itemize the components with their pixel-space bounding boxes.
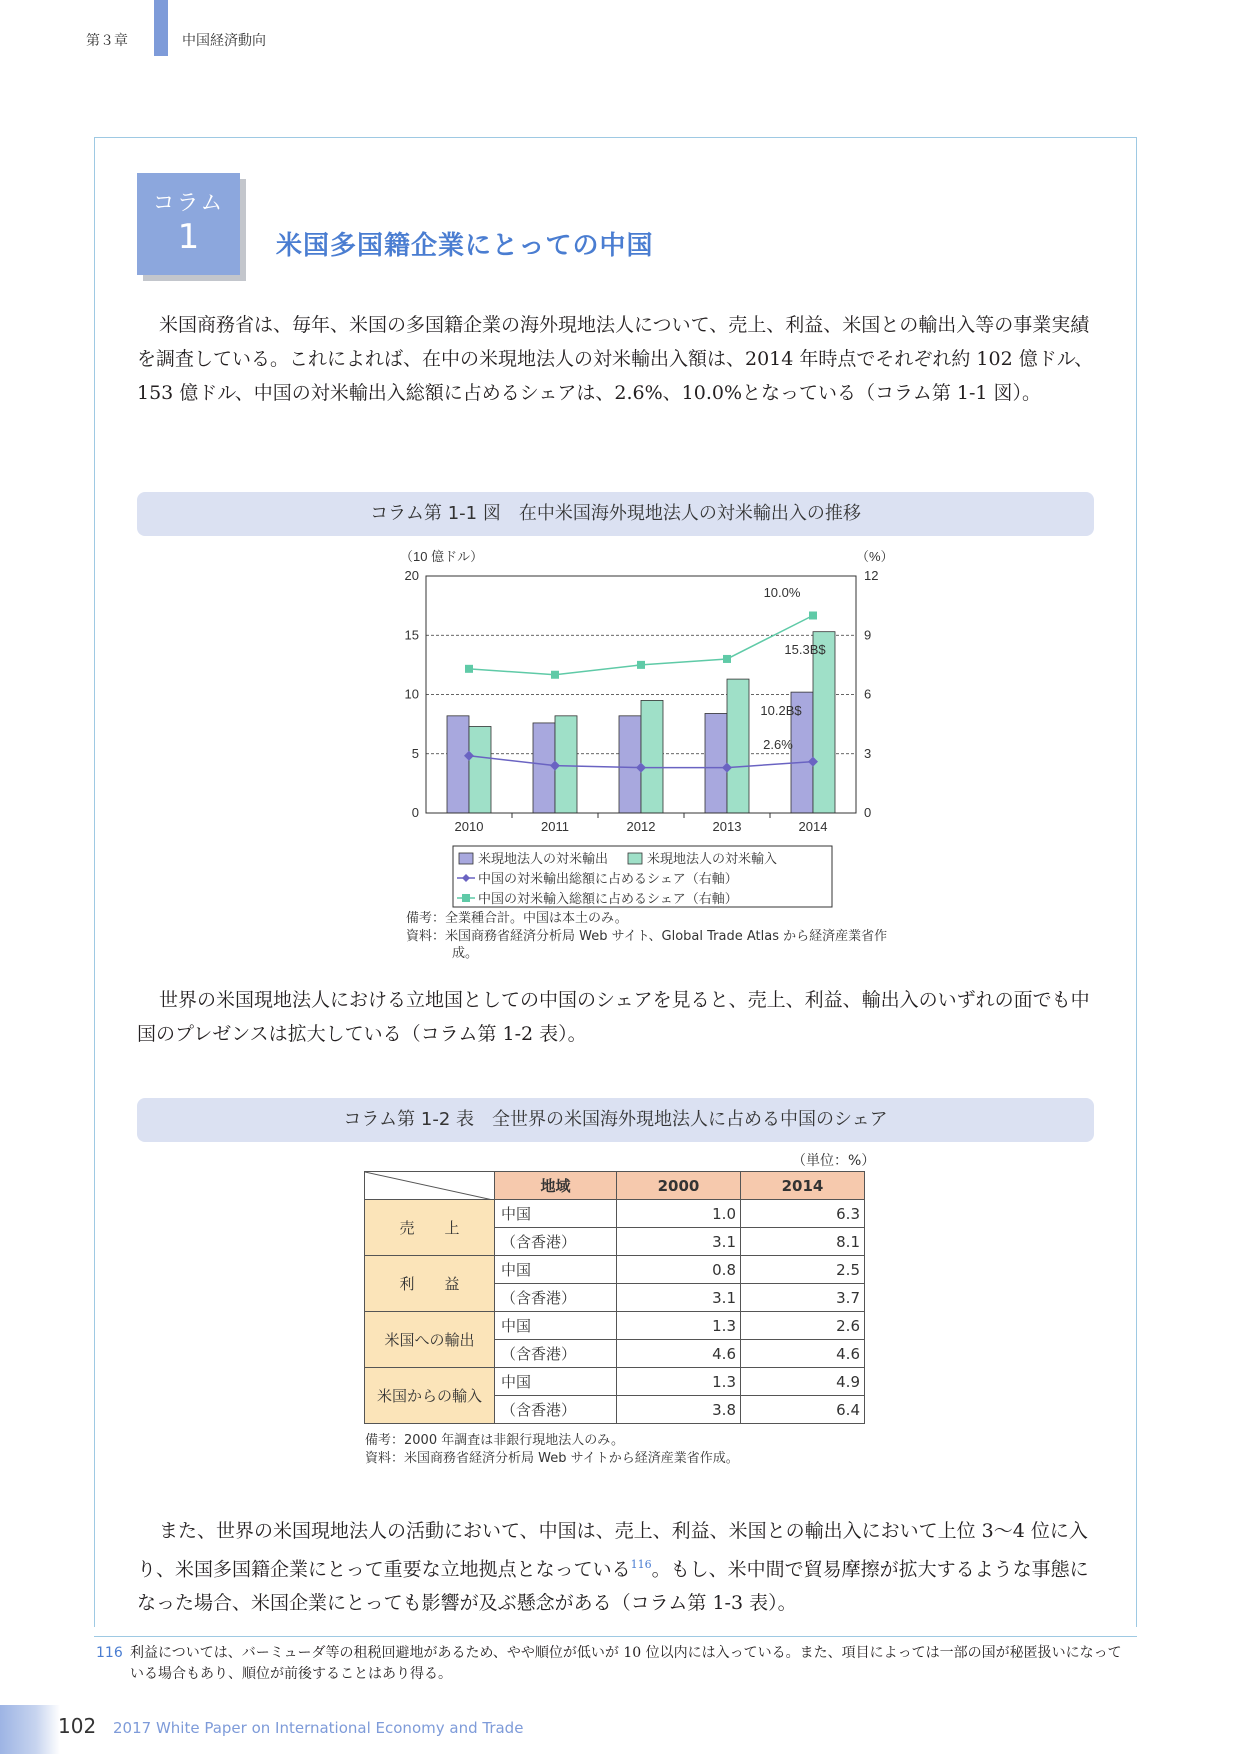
x-tick-label: 2012 (626, 819, 656, 834)
value-2014: 8.1 (741, 1228, 865, 1256)
category-sales: 売 上 (365, 1200, 495, 1256)
legend (453, 846, 832, 907)
legend-label-import: 米現地法人の対米輸入 (647, 851, 778, 866)
region-cell: 中国 (495, 1312, 617, 1340)
table-row (365, 1200, 865, 1228)
category-profit: 利 益 (365, 1256, 495, 1312)
legend-swatch-import (628, 853, 642, 864)
right-axis-unit: （%） (856, 549, 894, 564)
footnote-number: 116 (96, 1645, 123, 1661)
category-exports: 米国への輸出 (365, 1312, 495, 1368)
figure-caption: コラム第 1-1 図 在中米国海外現地法人の対米輸出入の推移 (137, 492, 1094, 536)
header-2000: 2000 (617, 1172, 741, 1200)
trade-chart (400, 545, 900, 910)
right-tick-label: 0 (864, 805, 872, 820)
paragraph-2: 世界の米国現地法人における立地国としての中国のシェアを見ると、売上、利益、輸出入のいずれの面でも中国のプレゼンスは拡大している（コラム第 1-2 表）。 (137, 989, 1090, 1045)
table-source: 資料：米国商務省経済分析局 Web サイトから経済産業省作成。 (365, 1451, 739, 1466)
chapter-title: 中国経済動向 (182, 33, 266, 49)
value-2000: 4.6 (617, 1340, 741, 1368)
footnote-rule (94, 1636, 1137, 1637)
region-cell: 中国 (495, 1368, 617, 1396)
region-cell: （含香港） (495, 1340, 617, 1368)
bar-import (727, 679, 749, 813)
chapter-label: 第３章 (86, 33, 128, 49)
table-row (365, 1368, 865, 1396)
right-tick-label: 6 (864, 686, 872, 702)
table-row (365, 1312, 865, 1340)
value-2014: 6.4 (741, 1396, 865, 1424)
x-tick-label: 2013 (712, 819, 742, 834)
left-tick-label: 10 (404, 686, 419, 702)
point-import-share (723, 655, 731, 663)
value-2014: 2.6 (741, 1312, 865, 1340)
left-tick-label: 5 (411, 745, 419, 761)
region-cell: 中国 (495, 1200, 617, 1228)
value-2014: 3.7 (741, 1284, 865, 1312)
value-2014: 2.5 (741, 1256, 865, 1284)
x-tick-label: 2014 (798, 819, 828, 834)
annotation-export-share: 2.6% (763, 737, 793, 752)
region-cell: （含香港） (495, 1228, 617, 1256)
page-number: 102 (58, 1714, 97, 1738)
header-2014: 2014 (741, 1172, 865, 1200)
annotation-import-value: 15.3B$ (784, 642, 826, 657)
table-unit: （単位：%） (792, 1153, 876, 1169)
region-cell: 中国 (495, 1256, 617, 1284)
legend-label-import-share: 中国の対米輸入総額に占めるシェア（右軸） (478, 891, 738, 906)
value-2014: 6.3 (741, 1200, 865, 1228)
value-2000: 1.3 (617, 1312, 741, 1340)
right-tick-label: 3 (864, 745, 872, 761)
column-badge-number: 1 (177, 217, 200, 257)
paragraph-3 (137, 1514, 1095, 1620)
left-tick-label: 15 (404, 627, 419, 643)
right-tick-label: 12 (864, 568, 879, 583)
legend-swatch-export (459, 853, 473, 864)
footer-accent (0, 1705, 60, 1754)
region-cell: （含香港） (495, 1284, 617, 1312)
left-axis-unit: （10 億ドル） (400, 549, 484, 564)
bars (447, 632, 835, 813)
table-header-row (365, 1172, 865, 1200)
column-badge-label: コラム (152, 191, 225, 216)
column-title: 米国多国籍企業にとっての中国 (276, 231, 654, 261)
table-corner-cell (365, 1172, 495, 1200)
value-2000: 1.0 (617, 1200, 741, 1228)
bar-export (447, 716, 469, 813)
header-accent-bar (154, 0, 168, 56)
value-2000: 3.1 (617, 1284, 741, 1312)
publication-title: 2017 White Paper on International Economy and Trade (113, 1719, 524, 1737)
point-import-share (809, 612, 817, 620)
corner-diagonal (365, 1172, 493, 1200)
value-2014: 4.6 (741, 1340, 865, 1368)
figure-note: 備考：全業種合計。中国は本土のみ。 (406, 911, 628, 926)
annotation-import-share: 10.0% (763, 585, 801, 600)
value-2000: 0.8 (617, 1256, 741, 1284)
legend-label-export-share: 中国の対米輸出総額に占めるシェア（右軸） (478, 871, 738, 886)
value-2000: 3.1 (617, 1228, 741, 1256)
point-import-share (465, 665, 473, 673)
table-row (365, 1256, 865, 1284)
bar-import (641, 700, 663, 813)
point-import-share (637, 661, 645, 669)
value-2014: 4.9 (741, 1368, 865, 1396)
point-import-share (551, 671, 559, 679)
legend-label-export: 米現地法人の対米輸出 (478, 851, 609, 866)
value-2000: 3.8 (617, 1396, 741, 1424)
legend-marker-import-share (462, 894, 470, 902)
bar-export (533, 723, 555, 813)
footnote-reference[interactable]: 116 (630, 1558, 652, 1571)
annotation-export-value: 10.2B$ (760, 703, 802, 718)
figure-source: 資料：米国商務省経済分析局 Web サイト、Global Trade Atlas から経済産業省作成。 (406, 929, 888, 961)
value-2000: 1.3 (617, 1368, 741, 1396)
left-tick-label: 0 (411, 805, 419, 820)
category-imports: 米国からの輸入 (365, 1368, 495, 1424)
paragraph-1: 米国商務省は、毎年、米国の多国籍企業の海外現地法人について、売上、利益、米国との輸出入等の事業実績を調査している。これによれば、在中の米現地法人の対米輸出入額は、2014 年時点でそれぞれ約 102 億ドル、153 億ドル、中国の対米輸出入総額に占めるシェアは、2.6%、10.0%となっている（コラム第 1-1 図）。 (137, 314, 1094, 404)
paragraph-3-part-2: 。もし、米中間で貿易摩擦が拡大するような事態になった場合、米国企業にとっても影響が及ぶ懸念がある（コラム第 1-3 表）。 (137, 1558, 1089, 1615)
bar-export (705, 713, 727, 813)
paragraph-3-part-1: また、世界の米国現地法人の活動において、中国は、売上、利益、米国との輸出入において上位 3〜4 位に入り、米国多国籍企業にとって重要な立地拠点となっている (137, 1520, 1088, 1581)
table-note: 備考：2000 年調査は非銀行現地法人のみ。 (365, 1433, 624, 1448)
footnote-text: 利益については、バーミューダ等の租税回避地があるため、やや順位が低いが 10 位以内には入っている。また、項目によっては一部の国が秘匿扱いになっている場合もあり、順位が前後することはあり得る。 (130, 1645, 1122, 1682)
column-badge (137, 173, 240, 275)
bar-import (813, 632, 835, 813)
bar-export (619, 716, 641, 813)
share-table (364, 1171, 865, 1424)
x-tick-label: 2010 (454, 819, 484, 834)
region-cell: （含香港） (495, 1396, 617, 1424)
table-caption: コラム第 1-2 表 全世界の米国海外現地法人に占める中国のシェア (137, 1098, 1094, 1142)
left-tick-label: 20 (404, 568, 419, 583)
right-tick-label: 9 (864, 627, 872, 643)
header-region: 地域 (495, 1172, 617, 1200)
bar-import (469, 726, 491, 813)
x-tick-label: 2011 (541, 819, 569, 834)
